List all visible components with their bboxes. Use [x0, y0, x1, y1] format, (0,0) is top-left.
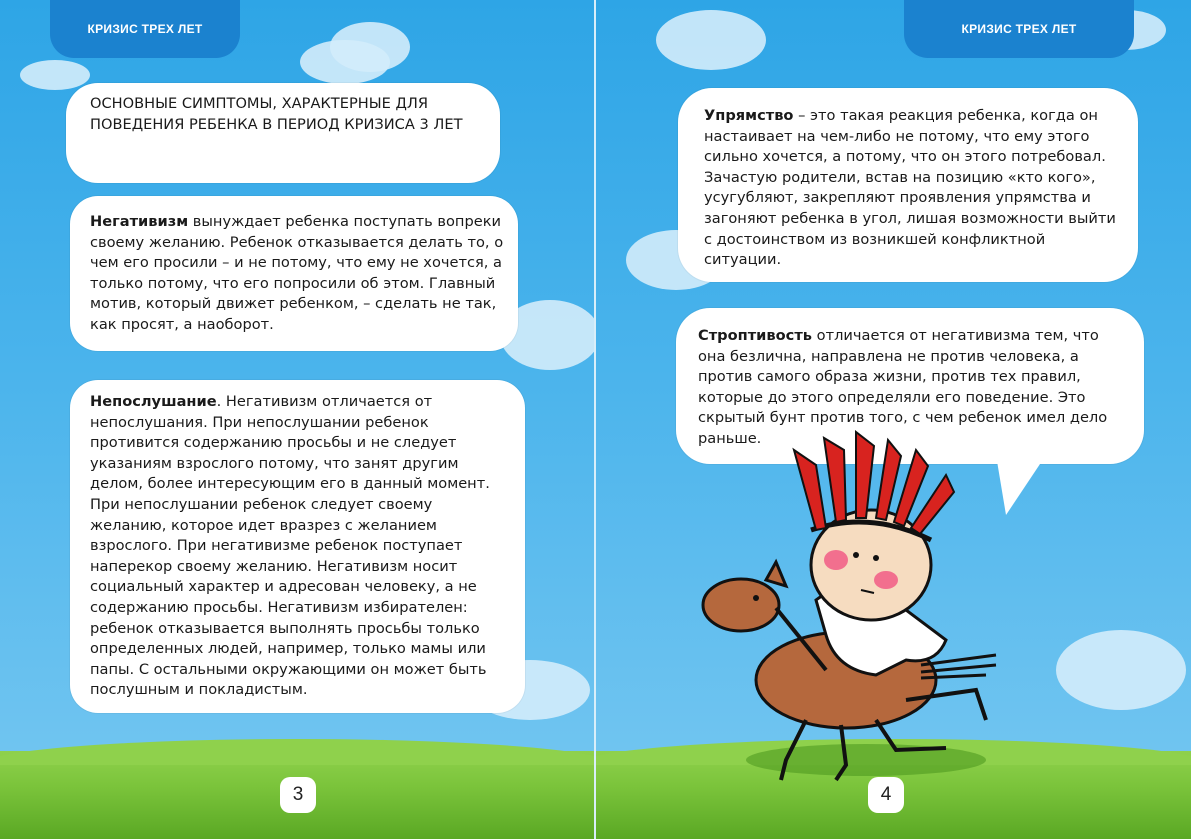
disobedience-text	[90, 392, 508, 701]
header-tab	[904, 0, 1134, 58]
page-number	[280, 777, 316, 813]
disobedience-bubble	[70, 380, 525, 713]
page-title: ОСНОВНЫЕ СИМПТОМЫ, ХАРАКТЕРНЫЕ ДЛЯ ПОВЕДЕНИЯ РЕБЕНКА В ПЕРИОД КРИЗИСА 3 ЛЕТ	[90, 95, 463, 133]
negativism-description: вынуждает ребенка поступать вопреки своему желанию. Ребенок отказывается делать то, о чем его просили – и не потому, что ему не хочется, а только потому, что его попросили об этом. Главный мотив, который движет ребенком, – сделать не так, как просят, а наоборот.	[90, 213, 504, 333]
cloud-decoration	[330, 22, 410, 72]
stubbornness-bubble	[678, 88, 1138, 282]
cloud-decoration	[20, 60, 90, 90]
disobedience-term: Непослушание	[90, 393, 217, 410]
right-page	[596, 0, 1191, 839]
obstinacy-description: отличается от негативизма тем, что она безлична, направлена не против человека, а против самого образа жизни, против тех правил, которые до этого определяли его поведение. Это скрытый бунт против того, с чем ребенок имел дело раньше.	[698, 327, 1108, 447]
page-number	[868, 777, 904, 813]
negativism-term: Негативизм	[90, 213, 189, 230]
title-bubble	[66, 83, 500, 183]
header-title: КРИЗИС ТРЕХ ЛЕТ	[961, 22, 1077, 36]
page-number-label: 4	[880, 784, 892, 805]
cloud-decoration	[656, 10, 766, 70]
negativism-bubble	[70, 196, 518, 351]
left-page	[0, 0, 594, 839]
page-number-label: 3	[292, 784, 304, 805]
header-title: КРИЗИС ТРЕХ ЛЕТ	[87, 22, 203, 36]
stubbornness-description: – это такая реакция ребенка, когда он настаивает на чем-либо не потому, что ему этого сильно хочется, а потому, что он этого потребовал. Зачастую родители, встав на позицию «кто кого», усугубляют, закрепляют проявления упрямства и загоняют ребенка в угол, лишая возможности выйти с достоинством из возникшей конфликтной ситуации.	[704, 107, 1116, 269]
cloud-decoration	[1056, 630, 1186, 710]
disobedience-description: . Негативизм отличается от непослушания. При непослушании ребенок противится содержанию просьбы и не следует указаниям взрослого потому, что занят другим делом, более интересующим его в данный момент. При непослушании ребенок следует своему желанию, которое идет вразрез с желанием взрослого. При негативизме ребенок поступает наперекор своему желанию. Негативизм носит социальный характер и адресован человеку, а не содержанию просьбы. Негативизм избирателен: ребенок отказывается выполнять просьбы только определенных людей, например, только мамы или папы. С остальными окружающими он может быть послушным и покладистым.	[90, 393, 490, 699]
obstinacy-term: Строптивость	[698, 327, 813, 344]
negativism-text	[90, 212, 508, 336]
stubbornness-term: Упрямство	[704, 107, 794, 124]
header-tab	[50, 0, 240, 58]
stubbornness-text	[704, 106, 1124, 271]
boy-riding-hobby-horse-illustration	[696, 430, 1036, 790]
